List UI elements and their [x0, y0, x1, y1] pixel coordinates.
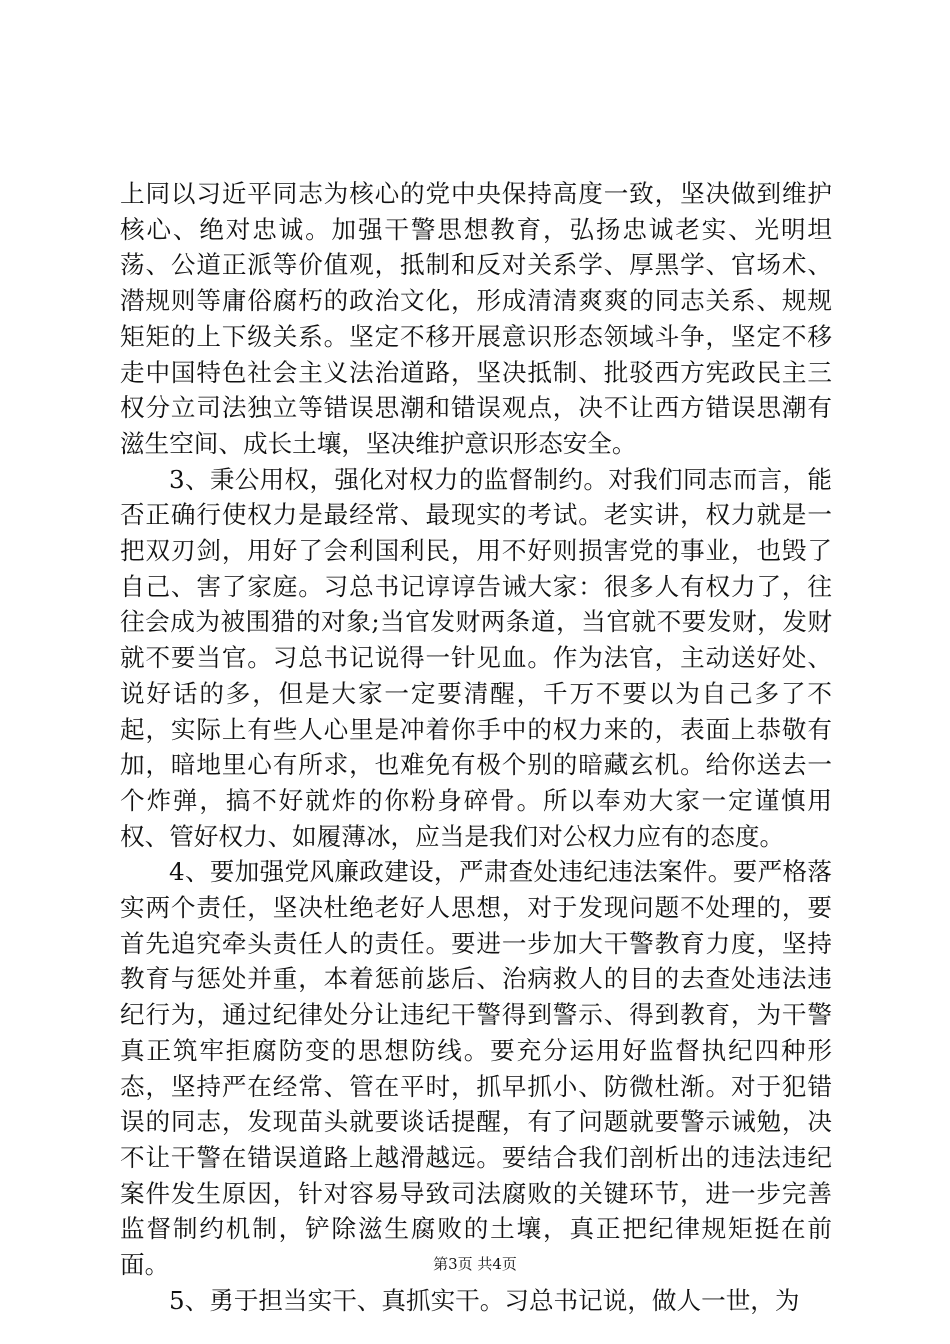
paragraph-continued: 上同以习近平同志为核心的党中央保持高度一致，坚决做到维护核心、绝对忠诚。加强干警思想教育，弘扬忠诚老实、光明坦荡、公道正派等价值观，抵制和反对关系学、厚黑学、官场术、潜规则等庸俗腐朽的政治文化，形成清清爽爽的同志关系、规规矩矩的上下级关系。坚定不移开展意识形态领域斗争，坚定不移走中国特色社会主义法治道路，坚决抵制、批驳西方宪政民主三权分立司法独立等错误思潮和错误观点，决不让西方错误思潮有滋生空间、成长土壤，坚决维护意识形态安全。 — [120, 179, 832, 458]
page-footer: 第3页 共4页 — [433, 1255, 517, 1273]
document-body — [120, 176, 832, 1319]
paragraph-3: 3、秉公用权，强化对权力的监督制约。对我们同志而言，能否正确行使权力是最经常、最现实的考试。老实讲，权力就是一把双刃剑，用好了会利国利民，用不好则损害党的事业，也毁了自己、害了家庭。习总书记谆谆告诫大家：很多人有权力了，往往会成为被围猎的对象;当官发财两条道，当官就不要发财，发财就不要当官。习总书记说得一针见血。作为法官，主动送好处、说好话的多，但是大家一定要清醒，千万不要以为自己多了不起，实际上有些人心里是冲着你手中的权力来的，表面上恭敬有加，暗地里心有所求，也难免有极个别的暗藏玄机。给你送去一个炸弹，搞不好就炸的你粉身碎骨。所以奉劝大家一定谨慎用权、管好权力、如履薄冰，应当是我们对公权力应有的态度。 — [120, 464, 832, 851]
paragraph-4: 4、要加强党风廉政建设，严肃查处违纪违法案件。要严格落实两个责任，坚决杜绝老好人思想，对于发现问题不处理的，要首先追究牵头责任人的责任。要进一步加大干警教育力度，坚持教育与惩处并重，本着惩前毖后、治病救人的目的去查处违法违纪行为，通过纪律处分让违纪干警得到警示、得到教育，为干警真正筑牢拒腐防变的思想防线。要充分运用好监督执纪四种形态，坚持严在经常、管在平时，抓早抓小、防微杜渐。对于犯错误的同志，发现苗头就要谈话提醒，有了问题就要警示诫勉，决不让干警在错误道路上越滑越远。要结合我们剖析出的违法违纪案件发生原因，针对容易导致司法腐败的关键环节，进一步完善监督制约机制，铲除滋生腐败的土壤，真正把纪律规矩挺在前面。 — [120, 857, 832, 1280]
paragraph-5: 5、勇于担当实干、真抓实干。习总书记说，做人一世，为 — [169, 1285, 800, 1315]
